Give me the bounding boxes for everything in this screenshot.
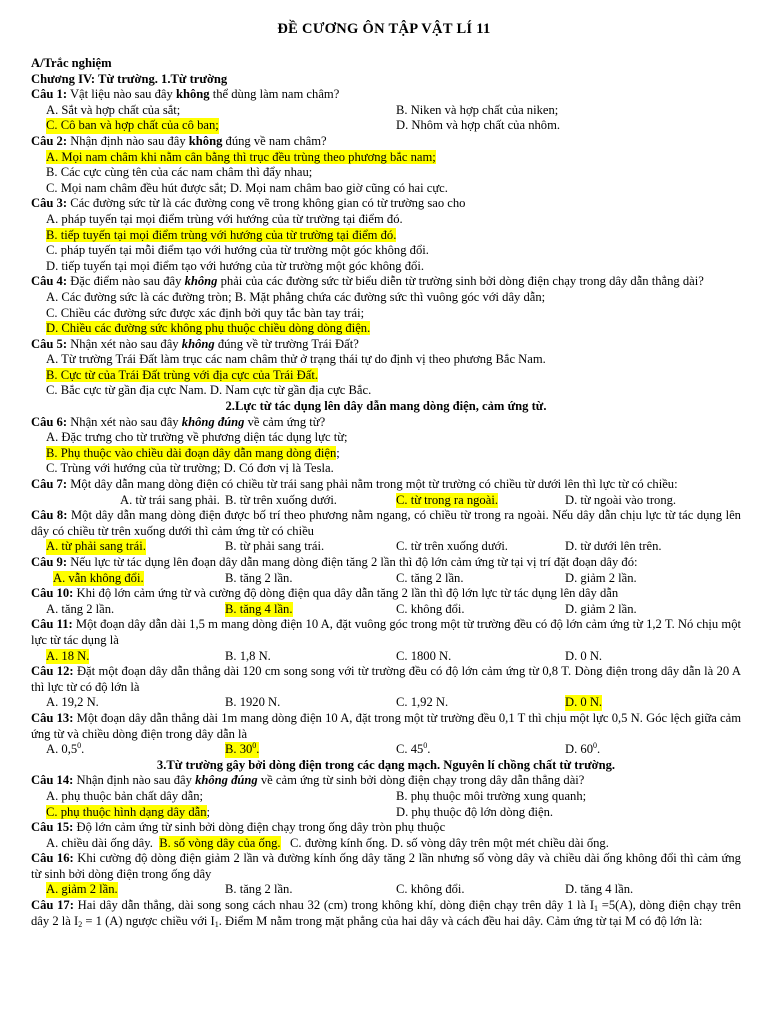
chapter-heading: Chương IV: Từ trường. 1.Từ trường xyxy=(31,71,228,86)
question-2: Câu 2: Nhận định nào sau đây không đúng về nam châm? xyxy=(31,133,327,148)
answer-b: B. Niken và hợp chất của niken; xyxy=(396,102,559,117)
answer-a: A. từ trái sang phải. xyxy=(120,492,220,507)
answer-d: D. $60^0$. xyxy=(565,741,601,757)
answer-b-highlighted: B. Cực từ của Trái Đất trùng với địa cực của Trái Đất. xyxy=(46,367,318,382)
answer-b: B. tăng 2 lần. xyxy=(225,882,293,897)
answer-a: A. chiều dài ống dây. xyxy=(46,835,153,850)
answer-d: D. giảm 2 lần. xyxy=(565,601,637,616)
answer-cd: C. đường kính ống. D. số vòng dây trên một mét chiều dài ống. xyxy=(290,835,609,850)
answer-b: B. Phụ thuộc vào chiều dài đoạn dây dẫn mang dòng điện; xyxy=(46,445,340,460)
question-13: Câu 13: Một đoạn dây dẫn thẳng dài 1m mang dòng điện 10 A, đặt trong một từ trường đều 0,1 T thì chịu một lực 0,5 N. Góc lệch giữa cảm ứng từ và chiều dòng điện trong dây dẫn là xyxy=(31,710,741,741)
answer-c: C. 1800 N. xyxy=(396,648,452,663)
answer-b: B. Các cực cùng tên của các nam châm thì đẩy nhau; xyxy=(46,165,313,180)
answer-c: C. Chiều các đường sức được xác định bởi quy tắc bàn tay trái; xyxy=(46,305,365,320)
answer-a-highlighted: A. giảm 2 lần. xyxy=(46,882,118,897)
question-7: Câu 7: Một dây dẫn mang dòng điện có chiều từ trái sang phải nằm trong một từ trường có chiều từ dưới lên thì lực từ có chiều: A. từ trái sang phải. B. từ trên xuống dưới. C. từ trong ra ngoài. D. từ ngoài vào trong. xyxy=(31,477,678,507)
answer-c-highlighted: C. phụ thuộc hình dạng dây dẫn xyxy=(46,804,207,819)
document-title: ĐỀ CƯƠNG ÔN TẬP VẬT LÍ 11 xyxy=(277,21,491,37)
answer-d-highlighted: D. 0 N. xyxy=(565,695,603,710)
answer-d: D. tăng 4 lần. xyxy=(565,882,634,897)
answer-row xyxy=(31,539,741,555)
answer-b-highlighted: B. $30^0$. xyxy=(225,741,260,757)
answer-a: A. phụ thuộc bản chất dây dẫn; xyxy=(46,788,204,803)
answer-d: D. giảm 2 lần. xyxy=(565,570,637,585)
answer-a: A. Từ trường Trái Đất làm trục các nam châm thử ở trạng thái tự do định vị theo phương Bắc Nam. xyxy=(46,352,546,367)
answer-d: D. Nhôm và hợp chất của nhôm. xyxy=(396,118,561,133)
answer-a: A. 19,2 N. xyxy=(46,695,99,710)
answer-c-highlighted: C. Cô ban và hợp chất của cô ban; xyxy=(46,118,219,133)
answer-a-highlighted: A. vẫn không đổi. xyxy=(53,570,144,585)
answer-a: A. Đặc trưng cho từ trường về phương diện tác dụng lực từ; xyxy=(46,430,348,445)
question-5: Câu 5: Nhận xét nào sau đây không đúng về từ trường Trái Đất? xyxy=(31,336,359,351)
answer-row xyxy=(31,103,741,119)
answer-c: C. không đổi. xyxy=(396,882,465,897)
answer-c: C. 1,92 N. xyxy=(396,695,449,710)
section-heading-2: 2.Lực từ tác dụng lên dây dẫn mang dòng điện, cảm ứng từ. xyxy=(225,399,547,414)
question-10: Câu 10: Khi độ lớn cảm ứng từ và cường độ dòng điện qua dây dẫn tăng 2 lần thì độ lớn lực từ tác dụng lên dây dẫn xyxy=(31,586,619,601)
answer-a: A. pháp tuyến tại mọi điểm trùng với hướng của từ trường tại điểm đó. xyxy=(46,211,403,226)
answer-a: A. tăng 2 lần. xyxy=(46,601,115,616)
answer-b: B. phụ thuộc môi trường xung quanh; xyxy=(396,788,587,803)
answer-b-highlighted: B. tăng 4 lần. xyxy=(225,601,293,616)
answer-cd: C. Trùng với hướng của từ trường; D. Có đơn vị là Tesla. xyxy=(46,461,334,476)
answer-d-highlighted: D. Chiều các đường sức không phụ thuộc chiều dòng dòng điện. xyxy=(46,321,371,336)
answer-b-highlighted: B. tiếp tuyến tại mọi điểm trùng với hướng của từ trường tại điểm đó. xyxy=(46,227,397,242)
answer-b: B. tăng 2 lần. xyxy=(225,570,293,585)
answer-d: D. 0 N. xyxy=(565,648,603,663)
question-3: Câu 3: Các đường sức từ là các đường cong vẽ trong không gian có từ trường sao cho xyxy=(31,196,466,211)
question-16: Câu 16: Khi cường độ dòng điện giảm 2 lần và đường kính ống dây tăng 2 lần nhưng số vòng dây và chiều dài ống không đổi thì cảm ứng từ sinh bởi dòng điện trong ống dây xyxy=(31,851,741,881)
answer-a: A. $0,5^0$. xyxy=(46,741,85,757)
question-4: Câu 4: Đặc điểm nào sau đây không phải của các đường sức từ biểu diễn từ trường sinh bởi dòng điện chạy trong dây dẫn thẳng dài? xyxy=(31,274,704,289)
question-17: Câu 17: Hai dây dẫn thẳng, dài song song cách nhau 32 (cm) trong không khí, dòng điện chạy trên dây 1 là $I_1 =5(A)$, dòng điện chạy trên dây 2 là $I_2 = 1$ (A) ngược chiều với $I_1$. Điểm M nằm trong mặt phẳng của hai dây và cách đều hai dây. Cảm ứng từ tại M có độ lớn là: xyxy=(31,898,741,929)
answer-a: A. Sắt và hợp chất của sắt; xyxy=(46,102,181,117)
answer-d: D. phụ thuộc độ lớn dòng điện. xyxy=(396,804,554,819)
answer-row xyxy=(31,602,741,618)
answer-c: C. $45^0$. xyxy=(396,741,431,757)
question-1: Câu 1: Vật liệu nào sau đây không thể dùng làm nam châm? xyxy=(31,87,340,102)
answer-c: C. không đổi. xyxy=(396,601,465,616)
question-8: Câu 8: Một dây dẫn mang dòng điện được bố trí theo phương nằm ngang, có chiều từ trong ra ngoài. Nếu dây dẫn chịu lực từ tác dụng lên dây có chiều từ trên xuống dưới thì cảm ứng từ có chiều xyxy=(31,508,741,538)
answer-b: B. từ trên xuống dưới. xyxy=(225,492,337,507)
answer-row xyxy=(31,805,741,821)
answer-a-highlighted: A. Mọi nam châm khi nằm cân bằng thì trục đều trùng theo phương bắc nam; xyxy=(46,149,436,164)
answer-a xyxy=(31,150,741,166)
answer-d xyxy=(31,321,741,337)
section-heading: A/Trắc nghiệm xyxy=(31,56,112,70)
question-9: Câu 9: Nếu lực từ tác dụng lên đoạn dây dẫn mang dòng điện tăng 2 lần thì độ lớn cảm ứng từ tại vị trí đặt đoạn dây đó: A. vẫn không đổi. B. tăng 2 lần. C. tăng 2 lần. D. giảm 2 lần. xyxy=(31,555,638,585)
answer-d: D. từ ngoài vào trong. xyxy=(565,492,677,507)
answer-c: C. pháp tuyến tại mỗi điểm tạo với hướng của từ trường một góc không đổi. xyxy=(46,243,429,258)
document-body xyxy=(31,56,741,929)
answer-c-highlighted: C. từ trong ra ngoài. xyxy=(396,492,498,507)
answer-cd: C. Mọi nam châm đều hút được sắt; D. Mọi nam châm bao giờ cũng có hai cực. xyxy=(46,180,448,195)
answer-row xyxy=(31,742,741,758)
answer-b: B. từ phải sang trái. xyxy=(225,539,325,554)
question-12: Câu 12: Đặt một đoạn dây dẫn thẳng dài 120 cm song song với từ trường đều có độ lớn cảm ứng từ 0,8 T. Dòng điện trong dây dẫn là 20 A thì lực từ có độ lớn là xyxy=(31,664,741,694)
answer-row xyxy=(31,649,741,665)
answer-c: C. tăng 2 lần. xyxy=(396,570,464,585)
answer-a-highlighted: A. từ phải sang trái. xyxy=(46,539,146,554)
question-15: Câu 15: Độ lớn cảm ứng từ sinh bởi dòng điện chạy trong ống dây tròn phụ thuộc xyxy=(31,820,446,835)
answer-b xyxy=(31,228,741,244)
answer-row xyxy=(31,695,741,711)
answer-d: D. tiếp tuyến tại mọi điểm tạo với hướng của từ trường một góc không đổi. xyxy=(46,258,424,273)
answer-b: B. 1920 N. xyxy=(225,695,281,710)
answer-row xyxy=(31,836,741,852)
question-11: Câu 11: Một đoạn dây dẫn dài 1,5 m mang dòng điện 10 A, đặt vuông góc trong một từ trường đều có độ lớn cảm ứng từ 1,2 T. Nó chịu một lực từ tác dụng là xyxy=(31,617,742,647)
section-heading-3: 3.Từ trường gây bởi dòng điện trong các dạng mạch. Nguyên lí chồng chất từ trường. xyxy=(156,757,616,772)
answer-b-highlighted: B. số vòng dây của ống. xyxy=(159,835,281,850)
question-6: Câu 6: Nhận xét nào sau đây không đúng về cảm ứng từ? xyxy=(31,414,326,429)
answer-row xyxy=(31,118,741,134)
answer-a-highlighted: A. 18 N. xyxy=(46,648,90,663)
answer-cd: C. Bắc cực từ gần địa cực Nam. D. Nam cực từ gần địa cực Bắc. xyxy=(46,383,372,398)
answer-b xyxy=(31,368,741,384)
answer-b-highlighted: B. Phụ thuộc vào chiều dài đoạn dây dẫn mang dòng điện xyxy=(46,445,337,460)
answer-b: B. 1,8 N. xyxy=(225,648,271,663)
question-14: Câu 14: Nhận định nào sau đây không đúng về cảm ứng từ sinh bởi dòng điện chạy trong dây dẫn thẳng dài? xyxy=(31,773,585,788)
answer-ab: A. Các đường sức là các đường tròn; B. Mặt phẳng chứa các đường sức thì vuông góc với dây dẫn; xyxy=(46,289,546,304)
answer-row xyxy=(31,882,741,898)
answer-row xyxy=(31,789,741,805)
answer-d: D. từ dưới lên trên. xyxy=(565,539,662,554)
answer-c: C. phụ thuộc hình dạng dây dẫn; xyxy=(46,804,211,819)
answer-c: C. từ trên xuống dưới. xyxy=(396,539,508,554)
